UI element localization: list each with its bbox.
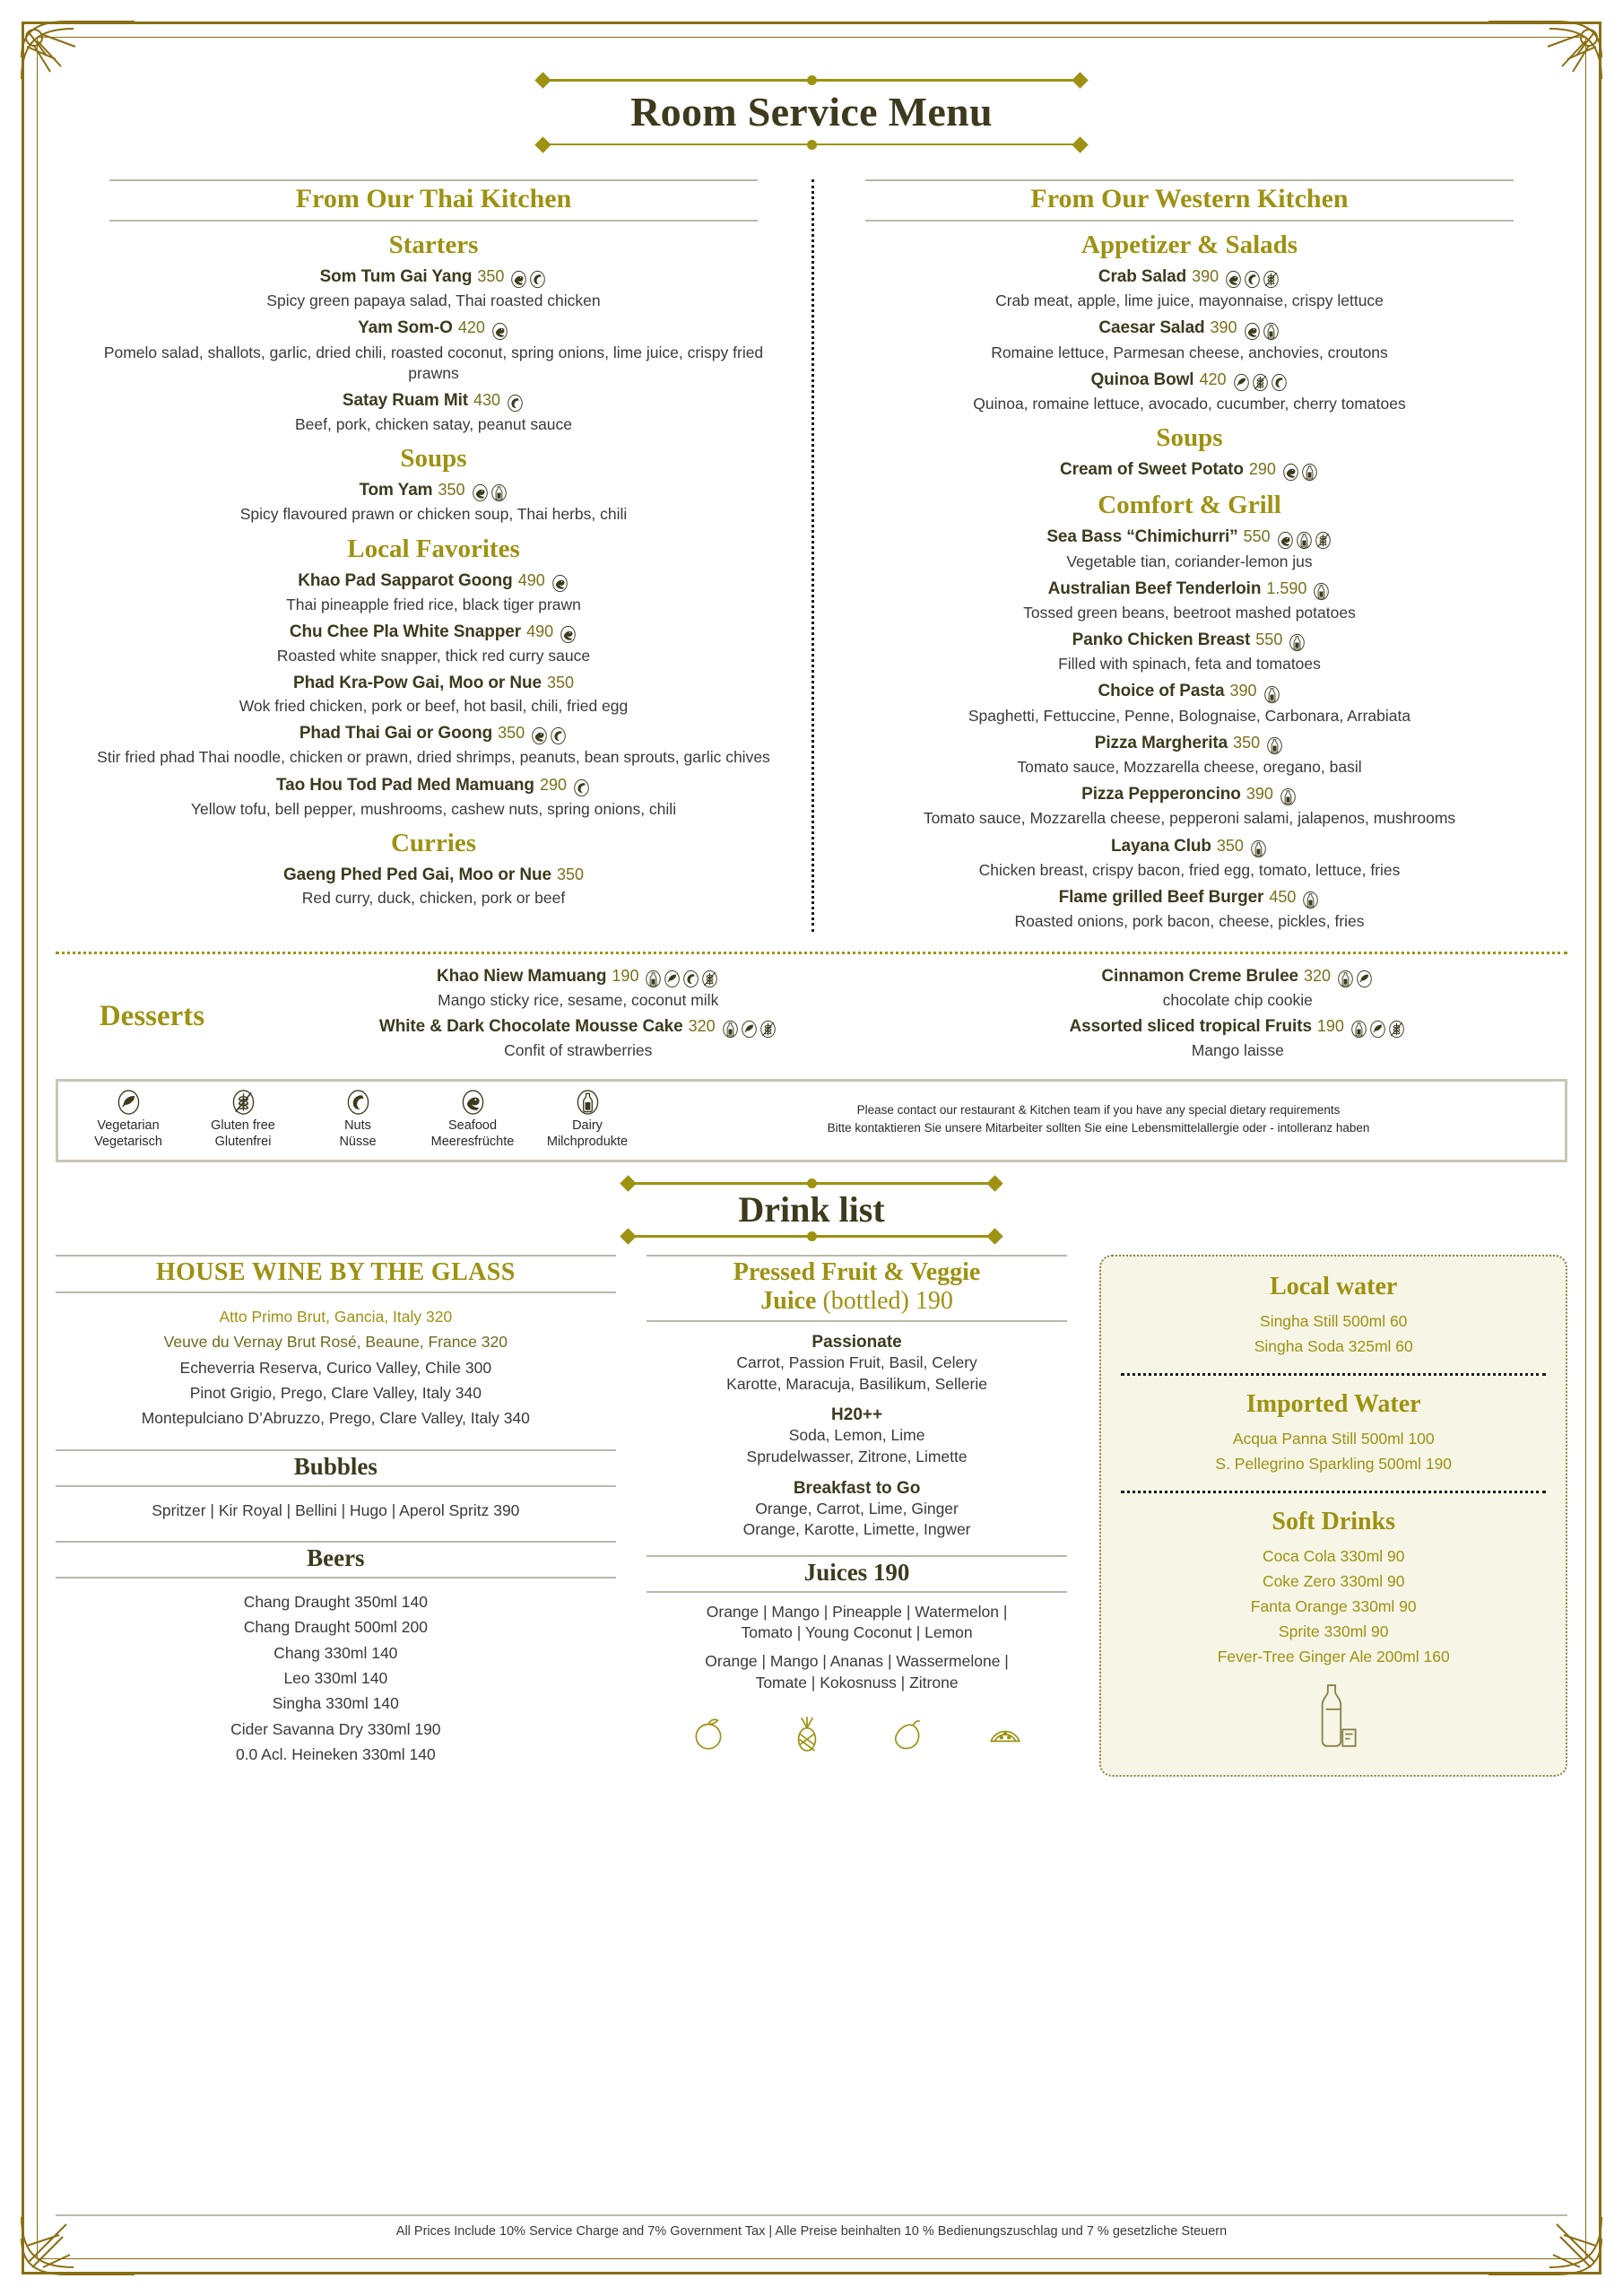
juice-name: H20++ — [831, 1405, 883, 1425]
dairy-icon — [722, 1020, 739, 1039]
juice-heading-price: 190 — [915, 1287, 953, 1316]
nuts-icon — [1271, 373, 1288, 392]
juice-heading — [647, 1255, 1068, 1322]
menu-section-heading: Soups — [400, 444, 467, 474]
menu-section — [831, 423, 1548, 482]
dairy-icon — [1337, 970, 1354, 988]
thai-kitchen-heading: From Our Thai Kitchen — [109, 179, 758, 222]
mango-icon — [888, 1715, 925, 1752]
dessert-price: 320 — [688, 1016, 716, 1035]
menu-item-description: Spicy flavoured prawn or chicken soup, Thai herbs, chili — [239, 505, 628, 524]
dairy-icon — [576, 1089, 600, 1116]
menu-item-description: Stir fried phad Thai noodle, chicken or prawn, dried shrimps, peanuts, bean sprouts, garlic chives — [97, 748, 770, 767]
seafood-icon — [472, 483, 489, 502]
menu-item[interactable] — [75, 865, 792, 909]
menu-item-price: 450 — [1269, 887, 1297, 906]
menu-item-price: 390 — [1192, 267, 1219, 285]
menu-item-description: Filled with spinach, feta and tomatoes — [1058, 655, 1321, 674]
dietary-note-de: Bitte kontaktieren Sie unsere Mitarbeiter sollten Sie eine Lebensmittelallergie oder - intolleranz haben — [827, 1121, 1370, 1135]
menu-item-description: Roasted white snapper, thick red curry sauce — [276, 647, 591, 665]
veg-icon — [1356, 970, 1373, 988]
juices-heading: Juices 190 — [647, 1555, 1068, 1593]
seafood-icon — [461, 1089, 485, 1116]
nuts-icon — [682, 970, 699, 988]
menu-item-description: Beef, pork, chicken satay, peanut sauce — [294, 415, 573, 434]
juice-heading-note: (bottled) — [822, 1287, 909, 1316]
water-soft-drinks-panel — [1099, 1255, 1567, 1776]
gluten-icon — [759, 1020, 777, 1039]
drink-title-rule-top — [619, 1178, 1004, 1187]
menu-section-heading: Local Favorites — [347, 534, 520, 563]
dairy-icon — [490, 483, 508, 502]
allergen-icons — [1279, 787, 1298, 806]
menu-section — [75, 444, 792, 525]
menu-item-name: Som Tum Gai Yang — [319, 267, 473, 286]
menu-item-price: 390 — [1229, 682, 1257, 700]
dessert-price: 320 — [1304, 967, 1332, 986]
allergen-icons — [509, 270, 547, 289]
gluten-icon — [1263, 270, 1280, 289]
menu-item-description: Thai pineapple fried rice, black tiger prawn — [286, 595, 581, 613]
dessert-item[interactable] — [248, 1017, 908, 1061]
menu-item-description: Spicy green papaya salad, Thai roasted chicken — [266, 291, 601, 310]
gluten-icon — [701, 970, 718, 988]
seafood-icon — [1277, 531, 1294, 550]
imported-water-line: Acqua Panna Still 500ml 100 — [1232, 1430, 1435, 1448]
menu-item-name: Phad Thai Gai or Goong — [299, 724, 493, 744]
menu-item-price: 350 — [1216, 836, 1244, 855]
menu-item-price: 290 — [1248, 460, 1276, 479]
desserts-label: Desserts — [99, 1000, 205, 1033]
dairy-icon — [1302, 891, 1319, 909]
nuts-icon — [346, 1089, 370, 1116]
menu-section-heading: Curries — [390, 828, 477, 857]
legend-key-seafood — [415, 1089, 530, 1151]
juice-ingredients-en: Carrot, Passion Fruit, Basil, Celery — [736, 1353, 977, 1372]
dairy-icon — [1313, 582, 1330, 601]
dessert-price: 190 — [612, 967, 639, 986]
dairy-icon — [1301, 463, 1318, 482]
allergen-icons — [721, 1020, 777, 1039]
food-columns — [56, 179, 1567, 933]
menu-item-description: Spaghetti, Fettuccine, Penne, Bolognaise, Carbonara, Arrabiata — [968, 706, 1411, 725]
dessert-price: 190 — [1316, 1016, 1344, 1035]
menu-item[interactable] — [75, 724, 792, 768]
menu-item-price: 350 — [477, 267, 505, 285]
seafood-icon — [531, 726, 548, 745]
menu-item-description: Tossed green beans, beetroot mashed potatoes — [1023, 603, 1356, 622]
menu-item-name: Tom Yam — [359, 481, 433, 500]
menu-item[interactable] — [831, 734, 1548, 778]
menu-item[interactable] — [75, 267, 792, 311]
dessert-description: Confit of strawberries — [504, 1040, 653, 1059]
seafood-icon — [491, 322, 508, 341]
juice-ingredients-de: Karotte, Maracuja, Basilikum, Sellerie — [726, 1374, 987, 1393]
seafood-icon — [1225, 270, 1242, 289]
page-title-block — [56, 75, 1567, 149]
menu-item-price: 550 — [1243, 527, 1271, 546]
menu-item-price: 550 — [1255, 631, 1283, 649]
soft-drinks-list — [1114, 1544, 1553, 1669]
fruit-icon-row — [647, 1715, 1068, 1752]
legend-label-en: Gluten free — [211, 1118, 275, 1133]
menu-item-price: 420 — [457, 318, 485, 337]
beer-line: Cider Savanna Dry 330ml 190 — [230, 1719, 441, 1738]
menu-item-description: Tomato sauce, Mozzarella cheese, oregano, basil — [1017, 758, 1362, 777]
menu-item-description: Vegetable tian, coriander-lemon jus — [1066, 552, 1313, 570]
allergen-icons — [1263, 685, 1281, 704]
beer-line: Singha 330ml 140 — [272, 1694, 399, 1713]
beer-line: 0.0 Acl. Heineken 330ml 140 — [235, 1745, 436, 1764]
menu-item-name: Pizza Pepperoncino — [1081, 785, 1241, 804]
juice-ingredients-en: Soda, Lemon, Lime — [788, 1426, 925, 1445]
bubbles-heading: Bubbles — [56, 1449, 616, 1487]
menu-item[interactable] — [831, 579, 1548, 623]
wine-column — [56, 1255, 630, 1776]
menu-item[interactable] — [75, 571, 792, 615]
dessert-name: Assorted sliced tropical Fruits — [1069, 1016, 1312, 1036]
panel-divider-2 — [1121, 1491, 1546, 1493]
gluten-icon — [1388, 1020, 1405, 1039]
allergen-icons — [1288, 633, 1306, 652]
desserts-section — [56, 952, 1567, 1066]
menu-item[interactable] — [831, 682, 1548, 726]
veg-icon — [1369, 1020, 1386, 1039]
menu-item-description: Tomato sauce, Mozzarella cheese, pepperoni salami, jalapenos, mushrooms — [923, 809, 1456, 828]
pineapple-icon — [788, 1715, 826, 1752]
juices-de-line1: Orange | Mango | Ananas | Wassermelone | — [705, 1652, 1009, 1671]
menu-item[interactable] — [831, 785, 1548, 829]
desserts-left-column — [248, 967, 908, 1066]
footer-note: All Prices Include 10% Service Charge and 7% Government Tax | Alle Preise beinhalten 10 % Bedienungszuschlag und 7 % gesetzliche Steuern — [56, 2214, 1567, 2239]
menu-item[interactable] — [75, 674, 792, 717]
menu-item[interactable] — [831, 888, 1548, 932]
allergen-icons — [1276, 531, 1332, 550]
juice-group-list — [647, 1333, 1068, 1541]
legend-label-en: Nuts — [344, 1118, 371, 1133]
menu-item[interactable] — [75, 622, 792, 666]
wine-line: Montepulciano D’Abruzzo, Prego, Clare Valley, Italy 340 — [141, 1409, 530, 1428]
menu-section-heading: Starters — [388, 230, 479, 259]
menu-item-description: Pomelo salad, shallots, garlic, dried chili, roasted coconut, spring onions, lime juice, crispy fried prawns — [103, 343, 764, 382]
western-kitchen-column — [812, 179, 1567, 933]
legend-label-de: Meeresfrüchte — [430, 1135, 515, 1150]
seafood-icon — [560, 625, 577, 644]
orange-fruit-icon — [690, 1715, 727, 1752]
juice-ingredients-en: Orange, Carrot, Lime, Ginger — [755, 1499, 959, 1518]
allergen-icons — [1243, 322, 1280, 341]
menu-item[interactable] — [831, 267, 1548, 311]
drink-list-title-block — [56, 1178, 1567, 1240]
juices-en-line2: Tomato | Young Coconut | Lemon — [741, 1623, 973, 1642]
beers-list — [56, 1578, 616, 1776]
dairy-icon — [1289, 633, 1306, 652]
menu-item-name: Panko Chicken Breast — [1072, 631, 1251, 650]
allergen-icons — [551, 574, 569, 593]
menu-section-heading: Appetizer & Salads — [1081, 230, 1298, 259]
dietary-note-en: Please contact our restaurant & Kitchen team if you have any special dietary requirements — [856, 1103, 1341, 1118]
bubbles-line: Spritzer | Kir Royal | Bellini | Hugo | Aperol Spritz 390 — [152, 1500, 520, 1519]
menu-item-name: Khao Pad Sapparot Goong — [298, 570, 513, 590]
beer-line: Chang Draught 500ml 200 — [243, 1618, 428, 1637]
house-wine-list — [56, 1293, 616, 1440]
menu-item-price: 430 — [473, 390, 501, 409]
menu-section — [75, 535, 792, 820]
juices-flavour-list — [647, 1593, 1068, 1703]
menu-section — [831, 230, 1548, 414]
desserts-right-column — [908, 967, 1568, 1066]
dairy-icon — [645, 970, 662, 988]
juices-en-line1: Orange | Mango | Pineapple | Watermelon | — [706, 1602, 1008, 1621]
soda-bottle-icon — [1306, 1682, 1361, 1752]
juice-name: Breakfast to Go — [793, 1478, 921, 1498]
legend-label-en: Vegetarian — [97, 1118, 160, 1133]
drink-columns — [56, 1255, 1567, 1776]
seafood-icon — [510, 270, 527, 289]
menu-item-name: Gaeng Phed Ped Gai, Moo or Nue — [283, 865, 551, 884]
menu-item-price: 350 — [498, 724, 525, 743]
beer-line: Chang 330ml 140 — [273, 1643, 398, 1662]
menu-item-name: Australian Beef Tenderloin — [1047, 578, 1262, 598]
allergen-icons — [1265, 736, 1284, 755]
dessert-description: Mango laisse — [1191, 1040, 1284, 1059]
column-divider — [812, 179, 814, 933]
page-title: Room Service Menu — [630, 89, 993, 135]
menu-item[interactable] — [75, 776, 792, 820]
menu-item-name: Sea Bass “Chimichurri” — [1046, 527, 1238, 547]
imported-water-line: S. Pellegrino Sparkling 500ml 190 — [1215, 1455, 1453, 1474]
juice-heading-line1: Pressed Fruit & Veggie — [733, 1258, 981, 1287]
wine-line: Veuve du Vernay Brut Rosé, Beaune, France 320 — [163, 1333, 508, 1352]
menu-item-description: Wok fried chicken, pork or beef, hot basil, chili, fried egg — [239, 697, 629, 716]
juice-column — [630, 1255, 1084, 1776]
menu-section — [75, 829, 792, 909]
menu-item-price: 1.590 — [1266, 578, 1307, 597]
allergen-icons — [1249, 839, 1268, 858]
soft-drink-line: Sprite 330ml 90 — [1278, 1622, 1389, 1641]
menu-item-name: Pizza Margherita — [1094, 733, 1228, 752]
dessert-description: Mango sticky rice, sesame, coconut milk — [438, 991, 719, 1010]
menu-item-description: Crab meat, apple, lime juice, mayonnaise, crispy lettuce — [995, 291, 1384, 310]
dairy-icon — [1263, 322, 1280, 341]
allergen-icons — [471, 483, 508, 502]
dairy-icon — [1266, 736, 1283, 755]
panel-divider-1 — [1121, 1373, 1546, 1376]
menu-item-price: 350 — [1233, 733, 1261, 752]
nuts-icon — [550, 726, 567, 745]
house-wine-heading: HOUSE WINE BY THE GLASS — [56, 1255, 616, 1293]
menu-item-name: Choice of Pasta — [1098, 682, 1225, 701]
menu-item-description: Romaine lettuce, Parmesan cheese, anchovies, croutons — [991, 343, 1388, 361]
menu-item-name: Cream of Sweet Potato — [1060, 460, 1244, 480]
legend-key-gluten — [186, 1089, 300, 1151]
bubbles-list — [56, 1487, 616, 1532]
menu-item-name: Tao Hou Tod Pad Med Mamuang — [276, 775, 534, 795]
seafood-icon — [551, 574, 568, 593]
dairy-icon — [1350, 1020, 1367, 1039]
gluten-icon — [1252, 373, 1269, 392]
juice-ingredients-de: Sprudelwasser, Zitrone, Limette — [746, 1447, 968, 1465]
menu-item-description: Yellow tofu, bell pepper, mushrooms, cashew nuts, spring onions, chili — [190, 799, 677, 818]
dairy-icon — [1296, 531, 1313, 550]
menu-item-name: Satay Ruam Mit — [342, 390, 469, 410]
allergen-icons — [1350, 1020, 1406, 1039]
legend-label-de: Vegetarisch — [94, 1135, 162, 1150]
dairy-icon — [1280, 787, 1297, 806]
allergen-icons — [506, 394, 525, 413]
soft-drink-line: Coca Cola 330ml 90 — [1262, 1547, 1405, 1566]
dessert-name: Khao Niew Mamuang — [437, 967, 607, 987]
menu-item-price: 490 — [526, 622, 554, 640]
legend-label-de: Glutenfrei — [214, 1135, 272, 1150]
dairy-icon — [1250, 839, 1267, 858]
menu-section-heading: Comfort & Grill — [1098, 491, 1281, 520]
title-rule-top — [534, 75, 1089, 84]
dessert-item[interactable] — [248, 967, 908, 1011]
water-column — [1083, 1255, 1567, 1776]
local-water-line: Singha Still 500ml 60 — [1260, 1312, 1408, 1331]
dessert-description: chocolate chip cookie — [1162, 991, 1313, 1010]
juice-group[interactable] — [647, 1333, 1068, 1395]
menu-item-name: Crab Salad — [1098, 267, 1187, 286]
soft-drink-line: Fever-Tree Ginger Ale 200ml 160 — [1217, 1648, 1450, 1666]
legend-key-dairy — [530, 1089, 645, 1151]
menu-item-description: Quinoa, romaine lettuce, avocado, cucumber, cherry tomatoes — [973, 394, 1406, 413]
thai-kitchen-column — [56, 179, 812, 933]
allergen-icons — [490, 322, 509, 341]
legend-label-de: Milchprodukte — [546, 1135, 629, 1150]
watermelon-icon — [986, 1715, 1024, 1752]
legend-key-veg — [71, 1089, 186, 1151]
seafood-icon — [1244, 322, 1261, 341]
nuts-icon — [507, 394, 524, 413]
menu-section — [75, 230, 792, 435]
menu-item-price: 390 — [1210, 318, 1237, 337]
nuts-icon — [529, 270, 546, 289]
menu-item-name: Phad Kra-Pow Gai, Moo or Nue — [293, 674, 542, 693]
menu-item-name: Layana Club — [1111, 836, 1211, 856]
menu-item-price: 350 — [556, 865, 584, 883]
legend-label-en: Seafood — [447, 1118, 498, 1133]
menu-item[interactable] — [831, 631, 1548, 674]
juices-de-line2: Tomate | Kokosnuss | Zitrone — [755, 1673, 959, 1692]
allergen-icons — [1336, 970, 1374, 988]
dietary-note — [645, 1101, 1552, 1138]
menu-item-price: 290 — [539, 775, 567, 794]
local-water-heading: Local water — [1270, 1273, 1398, 1301]
wine-line: Pinot Grigio, Prego, Clare Valley, Italy 340 — [189, 1384, 482, 1403]
menu-item[interactable] — [75, 481, 792, 525]
title-rule-bottom — [534, 140, 1089, 149]
menu-item[interactable] — [75, 318, 792, 383]
veg-icon — [741, 1020, 758, 1039]
nuts-icon — [573, 778, 590, 797]
allergen-legend — [56, 1079, 1567, 1162]
imported-water-list — [1114, 1426, 1553, 1476]
menu-item[interactable] — [831, 527, 1548, 571]
allergen-icons — [1301, 891, 1320, 909]
juice-group[interactable] — [647, 1405, 1068, 1467]
menu-item[interactable] — [831, 318, 1548, 362]
menu-item-price: 490 — [517, 570, 545, 589]
menu-section — [831, 491, 1548, 932]
soft-drinks-heading: Soft Drinks — [1271, 1508, 1396, 1536]
beer-line: Leo 330ml 140 — [283, 1669, 388, 1688]
menu-item[interactable] — [831, 837, 1548, 881]
local-water-line: Singha Soda 325ml 60 — [1254, 1337, 1413, 1356]
wine-line: Echeverria Reserva, Curico Valley, Chile 300 — [179, 1358, 492, 1377]
veg-icon — [117, 1089, 141, 1116]
menu-item-name: Caesar Salad — [1098, 318, 1205, 338]
seafood-icon — [1282, 463, 1299, 482]
imported-water-heading: Imported Water — [1245, 1390, 1421, 1419]
beer-line: Chang Draught 350ml 140 — [243, 1593, 428, 1612]
local-water-list — [1114, 1309, 1553, 1359]
menu-item-description: Roasted onions, pork bacon, cheese, pickles, fries — [1014, 912, 1365, 931]
menu-item[interactable] — [831, 370, 1548, 414]
dessert-item[interactable] — [908, 1017, 1568, 1061]
allergen-icons — [1312, 582, 1331, 601]
juice-ingredients-de: Orange, Karotte, Limette, Ingwer — [742, 1520, 971, 1539]
menu-item[interactable] — [75, 391, 792, 435]
menu-item-price: 350 — [546, 674, 574, 692]
western-kitchen-heading: From Our Western Kitchen — [865, 179, 1514, 222]
allergen-icons — [1281, 463, 1319, 482]
gluten-icon — [231, 1089, 256, 1116]
menu-item-description: Red curry, duck, chicken, pork or beef — [301, 888, 566, 907]
juice-group[interactable] — [647, 1479, 1068, 1541]
allergen-icons — [1224, 270, 1280, 289]
drink-title-rule-bottom — [619, 1231, 1004, 1240]
menu-item-name: Chu Chee Pla White Snapper — [289, 622, 522, 641]
menu-item-price: 350 — [438, 481, 465, 500]
juice-name: Passionate — [812, 1333, 902, 1352]
menu-section-heading: Soups — [1156, 423, 1223, 453]
menu-item-price: 390 — [1245, 785, 1273, 804]
menu-item-price: 420 — [1199, 370, 1227, 388]
menu-item-name: Yam Som-O — [358, 318, 453, 338]
allergen-icons — [559, 625, 577, 644]
menu-item[interactable] — [831, 460, 1548, 482]
gluten-icon — [1315, 531, 1332, 550]
legend-label-en: Dairy — [572, 1118, 603, 1133]
menu-item-name: Quinoa Bowl — [1090, 370, 1194, 389]
beers-heading: Beers — [56, 1541, 616, 1578]
dessert-name: Cinnamon Creme Brulee — [1101, 967, 1299, 987]
soft-drink-line: Coke Zero 330ml 90 — [1262, 1572, 1405, 1591]
legend-label-de: Nüsse — [339, 1135, 377, 1150]
allergen-icons — [530, 726, 568, 745]
allergen-icons — [644, 970, 719, 988]
drink-list-title: Drink list — [738, 1189, 885, 1231]
juice-heading-line2: Juice — [760, 1287, 817, 1316]
dairy-icon — [1263, 685, 1280, 704]
veg-icon — [664, 970, 681, 988]
menu-item-description: Chicken breast, crispy bacon, fried egg, tomato, lettuce, fries — [978, 860, 1401, 879]
dessert-name: White & Dark Chocolate Mousse Cake — [378, 1016, 683, 1036]
wine-line: Atto Primo Brut, Gancia, Italy 320 — [219, 1308, 453, 1326]
dessert-item[interactable] — [908, 967, 1568, 1011]
allergen-icons — [572, 778, 591, 797]
soft-drink-line: Fanta Orange 330ml 90 — [1250, 1597, 1417, 1616]
legend-key-nuts — [300, 1089, 415, 1151]
menu-item-name: Flame grilled Beef Burger — [1058, 887, 1264, 907]
allergen-icons — [1232, 373, 1289, 392]
nuts-icon — [1244, 270, 1261, 289]
veg-icon — [1233, 373, 1250, 392]
